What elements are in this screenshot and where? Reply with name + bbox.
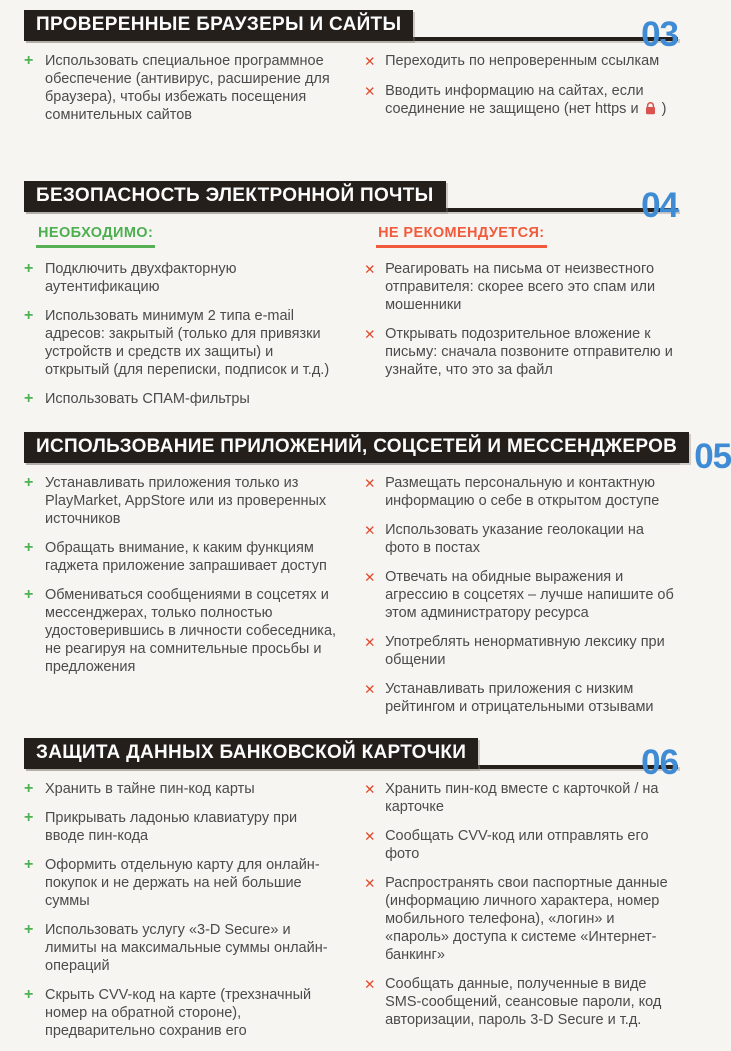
section bbox=[24, 181, 678, 419]
do-column bbox=[24, 780, 338, 1051]
item-text: Скрыть CVV-код на карте (трехзначный номер на обратной стороне), предварительно сохранив его bbox=[45, 987, 312, 1039]
list-item bbox=[364, 52, 678, 71]
list-item bbox=[364, 975, 678, 1029]
item-text: Сообщать CVV-код или отправлять его фото bbox=[385, 828, 649, 862]
section-number: 05 bbox=[694, 437, 731, 476]
item-text: Переходить по непроверенным ссылкам bbox=[385, 53, 660, 69]
section-number: 06 bbox=[641, 743, 678, 782]
list-item bbox=[24, 307, 338, 379]
dont-column bbox=[364, 474, 678, 727]
plus-icon: + bbox=[24, 539, 34, 556]
cross-icon: ✕ bbox=[364, 635, 376, 650]
plus-icon: + bbox=[24, 856, 34, 873]
list-item bbox=[364, 521, 678, 557]
section-title: ЗАЩИТА ДАННЫХ БАНКОВСКОЙ КАРТОЧКИ bbox=[36, 742, 467, 763]
do-column bbox=[24, 474, 338, 727]
plus-icon: + bbox=[24, 986, 34, 1003]
item-text: Обращать внимание, к каким функциям гаджета приложение запрашивает доступ bbox=[45, 540, 327, 574]
item-text: Использовать минимум 2 типа e-mail адресов: закрытый (только для привязки устройств и средств их защиты) и открытый (для переписки, подписок и т.д.) bbox=[45, 308, 330, 378]
cross-icon: ✕ bbox=[364, 977, 376, 992]
dont-column bbox=[364, 260, 678, 419]
list-item bbox=[364, 474, 678, 510]
columns bbox=[24, 52, 678, 135]
plus-icon: + bbox=[24, 586, 34, 603]
item-text: Использовать специальное программное обеспечение (антивирус, расширение для браузера), чтобы избежать посещения сомнительных сайтов bbox=[45, 53, 330, 123]
list-item bbox=[24, 260, 338, 296]
list-item bbox=[24, 474, 338, 528]
item-text: Реагировать на письма от неизвестного отправителя: скорее всего это спам или мошенники bbox=[385, 261, 656, 313]
cross-icon: ✕ bbox=[364, 262, 376, 277]
sections bbox=[24, 10, 731, 1051]
section bbox=[24, 432, 731, 727]
item-text: Оформить отдельную карту для онлайн-покупок и не держать на ней большие суммы bbox=[45, 857, 320, 909]
plus-icon: + bbox=[24, 307, 34, 324]
list-item bbox=[364, 633, 678, 669]
lock-icon bbox=[645, 102, 656, 120]
column-labels bbox=[24, 224, 678, 248]
section-header bbox=[24, 738, 678, 782]
list-item bbox=[24, 390, 338, 408]
item-text: Сообщать данные, полученные в виде SMS-сообщений, сеансовые пароли, код авторизации, пароль 3-D Secure и т.д. bbox=[385, 976, 662, 1028]
item-text: Вводить информацию на сайтах, если соединение не защищено (нет https и ) bbox=[385, 82, 678, 120]
item-text: Подключить двухфакторную аутентификацию bbox=[45, 261, 237, 295]
list-item bbox=[364, 874, 678, 964]
columns bbox=[24, 780, 678, 1051]
item-text: Размещать персональную и контактную информацию о себе в открытом доступе bbox=[385, 475, 660, 509]
list-item bbox=[364, 325, 678, 379]
do-column bbox=[24, 260, 338, 419]
list-item bbox=[364, 780, 678, 816]
list-item bbox=[24, 986, 338, 1040]
section-header bbox=[24, 181, 678, 225]
dont-column bbox=[364, 780, 678, 1051]
cross-icon: ✕ bbox=[364, 682, 376, 697]
section-title-bar bbox=[24, 432, 689, 463]
item-text: Обмениваться сообщениями в соцсетях и мессенджерах, только полностью удостоверившись в личности собеседника, не реагируя на сомнительные просьбы и предложения bbox=[45, 587, 337, 675]
section bbox=[24, 10, 678, 135]
list-item bbox=[24, 539, 338, 575]
item-text: Хранить в тайне пин-код карты bbox=[45, 781, 255, 797]
section-title-bar bbox=[24, 738, 478, 769]
columns bbox=[24, 474, 678, 727]
item-text: Использовать услугу «3-D Secure» и лимиты на максимальные суммы онлайн-операций bbox=[45, 922, 328, 974]
plus-icon: + bbox=[24, 809, 34, 826]
columns bbox=[24, 260, 678, 419]
item-text: Распространять свои паспортные данные (информацию личного характера, номер мобильного телефона), «логин» и «пароль» доступа к системе «Интернет-банкинг» bbox=[385, 875, 668, 963]
list-item bbox=[24, 856, 338, 910]
cross-icon: ✕ bbox=[364, 327, 376, 342]
plus-icon: + bbox=[24, 260, 34, 277]
cross-icon: ✕ bbox=[364, 54, 376, 69]
list-item bbox=[364, 680, 678, 716]
section-title-bar bbox=[24, 181, 446, 212]
list-item bbox=[364, 260, 678, 314]
cross-icon: ✕ bbox=[364, 570, 376, 585]
section-header bbox=[24, 10, 678, 54]
do-column bbox=[24, 52, 338, 135]
section-title: ПРОВЕРЕННЫЕ БРАУЗЕРЫ И САЙТЫ bbox=[36, 14, 402, 35]
list-item bbox=[364, 568, 678, 622]
dont-column-label: НЕ РЕКОМЕНДУЕТСЯ: bbox=[376, 225, 546, 248]
plus-icon: + bbox=[24, 780, 34, 797]
list-item bbox=[24, 809, 338, 845]
item-text: Использовать указание геолокации на фото в постах bbox=[385, 522, 644, 556]
plus-icon: + bbox=[24, 52, 34, 69]
item-text: Отвечать на обидные выражения и агрессию в соцсетях – лучше напишите об этом администратору ресурса bbox=[385, 569, 674, 621]
item-text: Устанавливать приложения только из PlayMarket, AppStore или из проверенных источников bbox=[45, 475, 327, 527]
item-text: Устанавливать приложения с низким рейтингом и отрицательными отзывами bbox=[385, 681, 654, 715]
item-text: Использовать СПАМ-фильтры bbox=[45, 391, 250, 407]
cross-icon: ✕ bbox=[364, 829, 376, 844]
item-text: Открывать подозрительное вложение к письму: сначала позвоните отправителю и узнайте, что это за файл bbox=[385, 326, 673, 378]
list-item bbox=[24, 586, 338, 676]
dont-column bbox=[364, 52, 678, 135]
list-item bbox=[24, 780, 338, 798]
plus-icon: + bbox=[24, 921, 34, 938]
plus-icon: + bbox=[24, 474, 34, 491]
cross-icon: ✕ bbox=[364, 84, 376, 99]
list-item bbox=[24, 921, 338, 975]
section-number: 03 bbox=[641, 15, 678, 54]
plus-icon: + bbox=[24, 390, 34, 407]
section-title: БЕЗОПАСНОСТЬ ЭЛЕКТРОННОЙ ПОЧТЫ bbox=[36, 185, 434, 206]
cross-icon: ✕ bbox=[364, 876, 376, 891]
cross-icon: ✕ bbox=[364, 782, 376, 797]
list-item bbox=[364, 827, 678, 863]
section-number: 04 bbox=[641, 186, 678, 225]
list-item bbox=[364, 82, 678, 120]
cross-icon: ✕ bbox=[364, 476, 376, 491]
item-text: Хранить пин-код вместе с карточкой / на карточке bbox=[385, 781, 659, 815]
do-column-label: НЕОБХОДИМО: bbox=[36, 225, 155, 248]
list-item bbox=[24, 52, 338, 124]
section-title-bar bbox=[24, 10, 413, 41]
section bbox=[24, 738, 678, 1051]
section-header bbox=[24, 432, 731, 476]
item-text: Прикрывать ладонью клавиатуру при вводе пин-кода bbox=[45, 810, 298, 844]
cross-icon: ✕ bbox=[364, 523, 376, 538]
item-text: Употреблять ненормативную лексику при общении bbox=[385, 634, 665, 668]
section-title: ИСПОЛЬЗОВАНИЕ ПРИЛОЖЕНИЙ, СОЦСЕТЕЙ И МЕССЕНДЖЕРОВ bbox=[36, 436, 678, 457]
